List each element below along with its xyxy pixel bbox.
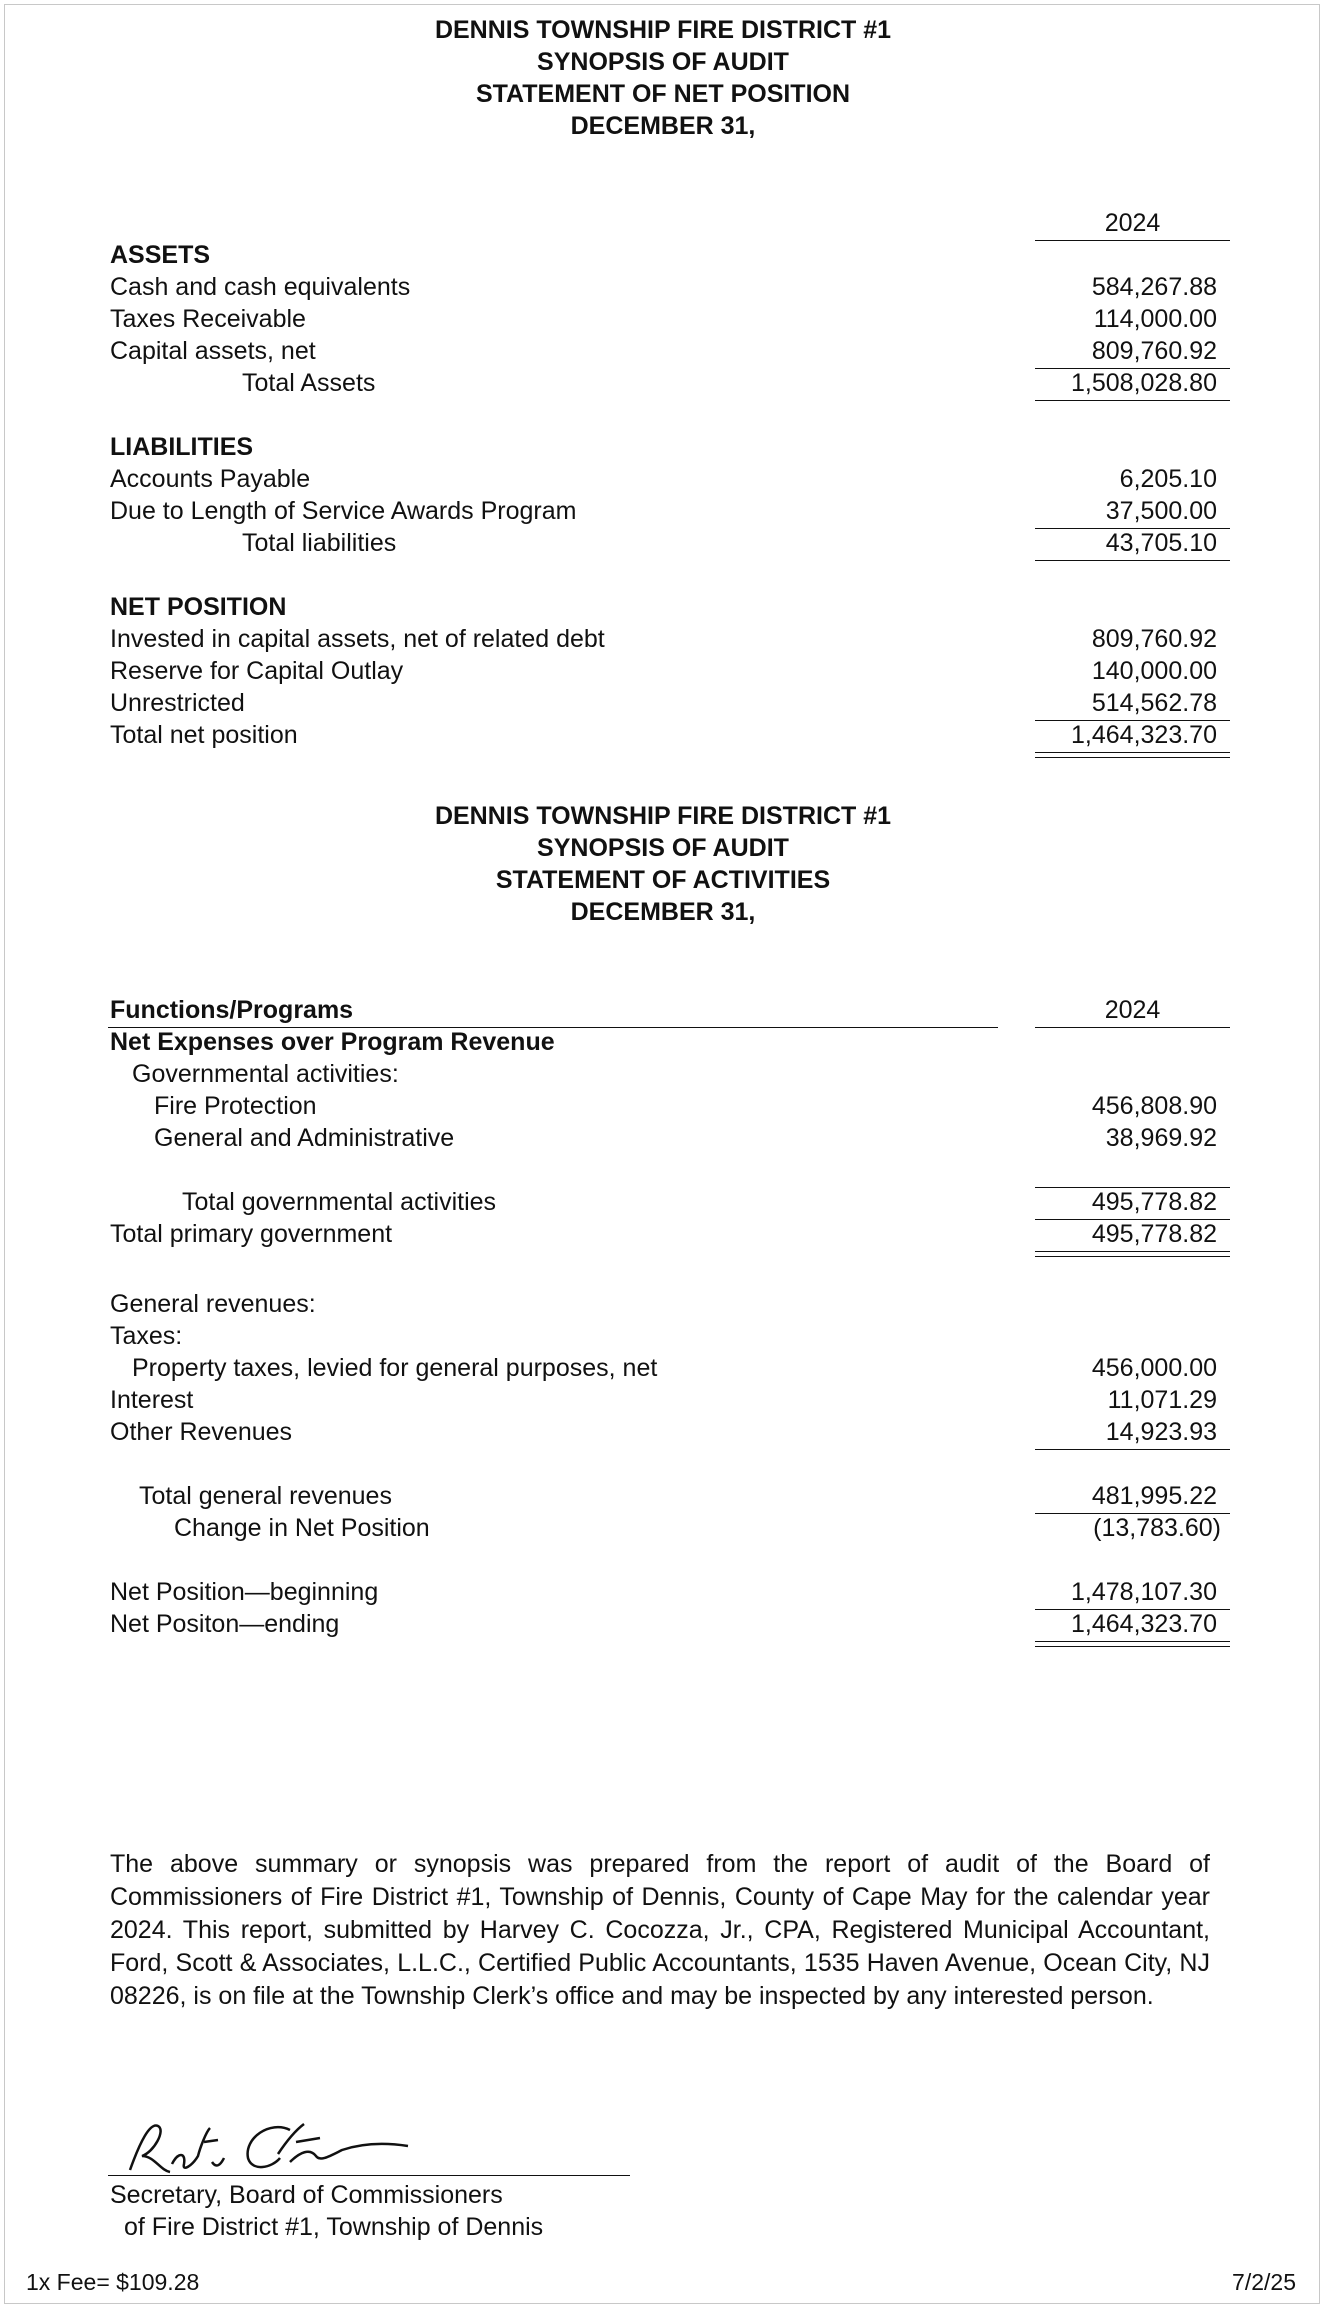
fire-protection-value: 456,808.90 [1091,1092,1217,1120]
footer-date: 7/2/25 [1232,2269,1296,2295]
double-total-rule [1035,752,1230,758]
change-value: (13,783.60) [1093,1514,1221,1542]
double-total-rule [1035,1251,1230,1257]
net-expenses-title: Net Expenses over Program Revenue [110,1028,555,1056]
heading-district: DENNIS TOWNSHIP FIRE DISTRICT #1 [434,16,892,44]
summary-paragraph: The above summary or synopsis was prepared from the report of audit of the Board of Commissioners of Fire District #1, Township of Dennis, County of Cape May for the calendar year 2024. This report, submitted by Harvey C. Cocozza, Jr., CPA, Registered Municipal Accountant, Ford, Scott & Associates, L.L.C., Certified Public Accountants, 1535 Haven Avenue, Ocean City, NJ 08226, is on file at the Township Clerk’s office and may be inspected by any interested person. [110,1850,1210,2010]
double-total-rule [1035,1641,1230,1647]
heading-synopsis: SYNOPSIS OF AUDIT [537,48,789,76]
interest-value: 11,071.29 [1107,1386,1217,1414]
footer-fee: 1x Fee= $109.28 [26,2269,200,2295]
heading-synopsis: SYNOPSIS OF AUDIT [537,834,789,862]
heading-statement: STATEMENT OF NET POSITION [475,80,851,108]
liability-label: Due to Length of Service Awards Program [110,497,577,525]
governmental-label: Governmental activities: [132,1060,399,1088]
year-header: 2024 [1104,209,1161,237]
heading-date: DECEMBER 31, [570,112,756,140]
net-position-title: NET POSITION [110,593,287,621]
total-net-value: 1,464,323.70 [1071,721,1217,749]
subtotal-rule [1035,1449,1230,1450]
beginning-label: Net Position—beginning [110,1578,379,1606]
signature-title-line2: of Fire District #1, Township of Dennis [124,2213,544,2241]
heading-district: DENNIS TOWNSHIP FIRE DISTRICT #1 [434,802,892,830]
beginning-value: 1,478,107.30 [1071,1578,1217,1606]
liability-value: 37,500.00 [1105,497,1217,525]
signature-title-line1: Secretary, Board of Commissioners [110,2181,503,2209]
net-label: Reserve for Capital Outlay [110,657,404,685]
year-underline [1035,1027,1230,1028]
total-primary-label: Total primary government [110,1220,393,1248]
total-assets-value: 1,508,028.80 [1071,369,1217,397]
signature-line [108,2175,630,2176]
total-gov-value: 495,778.82 [1091,1188,1217,1216]
net-label: Invested in capital assets, net of related debt [110,625,605,653]
total-rule [1035,560,1230,561]
net-value: 809,760.92 [1091,625,1217,653]
property-taxes-label: Property taxes, levied for general purposes, net [132,1354,658,1382]
total-net-label: Total net position [110,721,298,749]
signature-handwriting [120,2112,420,2182]
asset-value: 584,267.88 [1091,273,1217,301]
liability-label: Accounts Payable [110,465,311,493]
total-rule [1035,400,1230,401]
total-liabilities-label: Total liabilities [242,529,397,557]
other-revenues-label: Other Revenues [110,1418,293,1446]
fire-protection-label: Fire Protection [154,1092,317,1120]
interest-label: Interest [110,1386,194,1414]
total-general-label: Total general revenues [139,1482,392,1510]
total-liabilities-value: 43,705.10 [1105,529,1217,557]
net-value: 140,000.00 [1091,657,1217,685]
general-revenues-label: General revenues: [110,1290,316,1318]
total-gov-label: Total governmental activities [182,1188,497,1216]
total-assets-label: Total Assets [242,369,376,397]
asset-value: 114,000.00 [1093,305,1217,333]
total-general-value: 481,995.22 [1091,1482,1217,1510]
taxes-label: Taxes: [110,1322,183,1350]
year-underline [1035,240,1230,241]
year-header: 2024 [1104,996,1161,1024]
assets-title: ASSETS [110,241,211,269]
asset-label: Capital assets, net [110,337,316,365]
other-revenues-value: 14,923.93 [1105,1418,1217,1446]
asset-label: Cash and cash equivalents [110,273,411,301]
heading-statement: STATEMENT OF ACTIVITIES [495,866,831,894]
general-admin-label: General and Administrative [154,1124,455,1152]
ending-label: Net Positon—ending [110,1610,340,1638]
liability-value: 6,205.10 [1119,465,1217,493]
liabilities-title: LIABILITIES [110,433,254,461]
change-label: Change in Net Position [174,1514,430,1542]
functions-header: Functions/Programs [110,996,354,1024]
net-label: Unrestricted [110,689,245,717]
property-taxes-value: 456,000.00 [1091,1354,1217,1382]
ending-value: 1,464,323.70 [1071,1610,1217,1638]
net-value: 514,562.78 [1091,689,1217,717]
heading-date: DECEMBER 31, [570,898,756,926]
total-primary-value: 495,778.82 [1091,1220,1217,1248]
asset-value: 809,760.92 [1091,337,1217,365]
general-admin-value: 38,969.92 [1105,1124,1217,1152]
asset-label: Taxes Receivable [110,305,306,333]
